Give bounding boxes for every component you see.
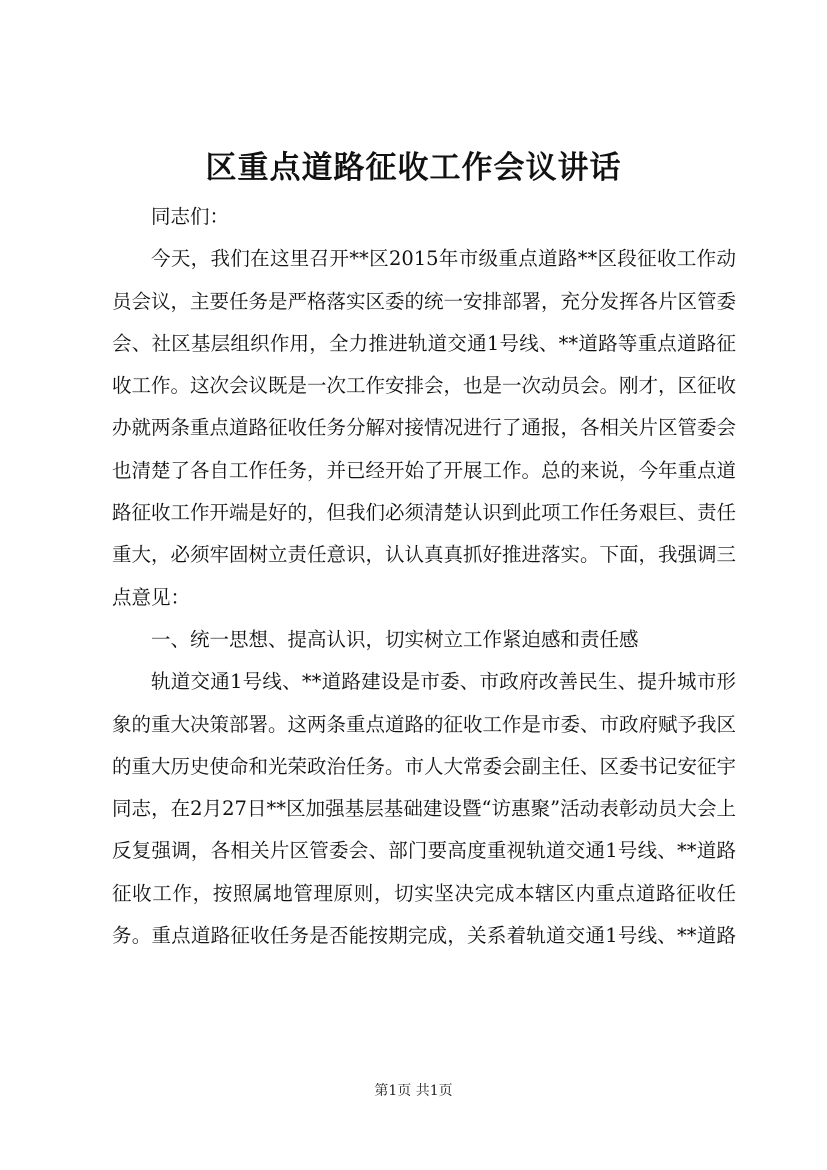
intro-paragraph: 今天，我们在这里召开**区2015年市级重点道路**区段征收工作动员会议，主要任务是严格落实区委的统一安排部署，充分发挥各片区管委会、社区基层组织作用，全力推进轨道交通1号线、**道路等重点道路征收工作。这次会议既是一次工作安排会，也是一次动员会。刚才，区征收办就两条重点道路征收任务分解对接情况进行了通报，各相关片区管委会也清楚了各自工作任务，并已经开始了开展工作。总的来说，今年重点道路征收工作开端是好的，但我们必须清楚认识到此项工作任务艰巨、责任重大，必须牢固树立责任意识，认认真真抓好推进落实。下面，我强调三点意见：	[112, 247, 737, 609]
salutation-paragraph: 同志们：	[151, 205, 230, 228]
section-1-paragraph: 轨道交通1号线、**道路建设是市委、市政府改善民生、提升城市形象的重大决策部署。这两条重点道路的征收工作是市委、市政府赋予我区的重大历史使命和光荣政治任务。市人大常委会副主任、区委书记安征宇同志，在2月27日**区加强基层基础建设暨“访惠聚”活动表彰动员大会上反复强调，各相关片区管委会、部门要高度重视轨道交通1号线、**道路征收工作，按照属地管理原则，切实坚决完成本辖区内重点道路征收任务。重点道路征收任务是否能按期完成，关系着轨道交通1号线、**道路	[112, 670, 737, 948]
document-title: 区重点道路征收工作会议讲话	[205, 150, 622, 186]
section-heading-1: 一、统一思想、提高认识，切实树立工作紧迫感和责任感	[151, 627, 639, 651]
document-body	[112, 196, 736, 957]
page-footer: 第1页 共1页	[374, 1083, 453, 1099]
